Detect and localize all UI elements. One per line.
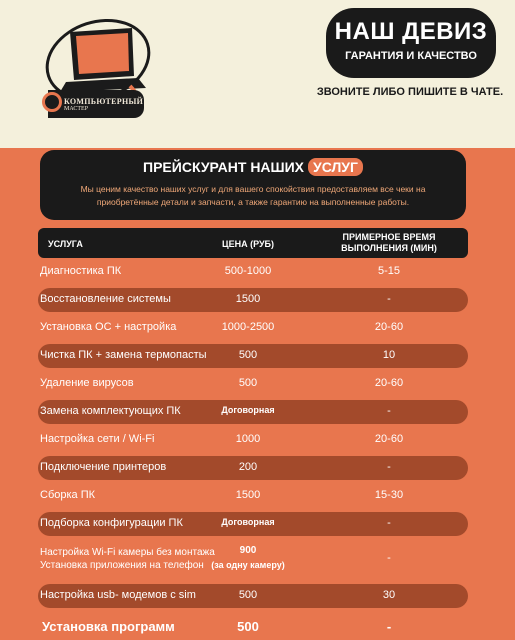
cell-service bbox=[40, 546, 215, 572]
cell-price: Договорная bbox=[221, 517, 275, 527]
header-area bbox=[0, 0, 515, 148]
cell-price: 500 bbox=[238, 589, 258, 601]
camera-service-line2: Установка приложения на телефон bbox=[40, 560, 204, 571]
cell-service: Диагностика ПК bbox=[40, 265, 122, 277]
table-row bbox=[38, 426, 468, 454]
call-to-action-text: ЗВОНИТЕ ЛИБО ПИШИТЕ В ЧАТЕ. bbox=[316, 86, 504, 98]
cell-price: 1500 bbox=[235, 489, 261, 501]
cell-time: - bbox=[387, 552, 391, 564]
cell-time: 20-60 bbox=[374, 433, 404, 445]
cell-price: 500 bbox=[238, 349, 258, 361]
cell-time: - bbox=[387, 461, 391, 473]
cell-service: Установка ОС + настройка bbox=[40, 321, 177, 333]
logo-line1: КОМПЬЮТЕРНЫЙ bbox=[64, 96, 144, 106]
cell-service: Настройка сети / Wi-Fi bbox=[40, 433, 155, 445]
table-row bbox=[38, 510, 468, 538]
motto-subtitle: ГАРАНТИЯ И КАЧЕСТВО bbox=[345, 50, 477, 62]
price-table bbox=[38, 258, 468, 640]
cell-time: 5-15 bbox=[377, 265, 401, 277]
cell-time: 20-60 bbox=[374, 321, 404, 333]
price-list-banner bbox=[40, 150, 466, 220]
banner-title bbox=[143, 158, 363, 176]
magnifier-icon bbox=[42, 92, 62, 112]
table-row bbox=[38, 454, 468, 482]
camera-service-line1: Настройка Wi-Fi камеры без монтажа bbox=[40, 547, 215, 558]
cell-service: Удаление вирусов bbox=[40, 377, 134, 389]
table-row bbox=[38, 398, 468, 426]
table-header bbox=[38, 228, 468, 258]
cell-service: Чистка ПК + замена термопасты bbox=[40, 349, 207, 361]
cell-price: 500 bbox=[237, 619, 259, 634]
table-row bbox=[38, 538, 468, 582]
table-row bbox=[38, 482, 468, 510]
cell-price: Договорная bbox=[221, 405, 275, 415]
cell-price: 1000-2500 bbox=[221, 321, 275, 333]
table-row bbox=[38, 582, 468, 610]
cell-service: Установка программ bbox=[42, 619, 175, 634]
table-row bbox=[38, 258, 468, 286]
table-row bbox=[38, 370, 468, 398]
logo-text bbox=[48, 90, 144, 118]
banner-title-text: ПРЕЙСКУРАНТ НАШИХ bbox=[143, 159, 305, 175]
cell-price: 1000 bbox=[235, 433, 261, 445]
cell-price bbox=[198, 544, 298, 573]
cell-time: - bbox=[386, 619, 392, 634]
cell-time: - bbox=[387, 293, 391, 305]
logo-line2: МАСТЕР bbox=[64, 105, 89, 112]
cell-time: 30 bbox=[382, 589, 396, 601]
cell-price: 1500 bbox=[235, 293, 261, 305]
cell-time: - bbox=[387, 405, 391, 417]
camera-price-note: (за одну камеру) bbox=[211, 560, 285, 570]
cell-time: 10 bbox=[382, 349, 396, 361]
motto-title: НАШ ДЕВИЗ bbox=[334, 18, 488, 45]
banner-title-highlight: УСЛУГ bbox=[308, 158, 363, 176]
cell-time: 15-30 bbox=[374, 489, 404, 501]
cell-price: 500-1000 bbox=[224, 265, 272, 277]
table-row bbox=[38, 610, 468, 640]
table-row bbox=[38, 286, 468, 314]
motto-badge bbox=[326, 8, 496, 78]
header-service: УСЛУГА bbox=[48, 239, 83, 249]
table-row bbox=[38, 314, 468, 342]
cell-service: Настройка usb- модемов с sim bbox=[40, 589, 196, 601]
header-time: ПРИМЕРНОЕ ВРЕМЯ ВЫПОЛНЕНИЯ (МИН) bbox=[341, 232, 437, 253]
table-row bbox=[38, 342, 468, 370]
cell-time: 20-60 bbox=[374, 377, 404, 389]
cell-service: Подборка конфигурации ПК bbox=[40, 517, 183, 529]
cell-service: Замена комплектующих ПК bbox=[40, 405, 181, 417]
banner-subtitle: Мы ценим качество наших услуг и для вашего спокойствия предоставляем все чеки на приобретённые детали и запчасти, а также гарантию на выполненные работы. bbox=[80, 184, 426, 207]
camera-price: 900 bbox=[239, 545, 257, 556]
cell-price: 200 bbox=[238, 461, 258, 473]
cell-service: Восстановление системы bbox=[40, 293, 171, 305]
cell-time: - bbox=[387, 517, 391, 529]
cell-service: Сборка ПК bbox=[40, 489, 96, 501]
header-price: ЦЕНА (РУБ) bbox=[222, 239, 275, 249]
cell-price: 500 bbox=[238, 377, 258, 389]
cell-service: Подключение принтеров bbox=[40, 461, 167, 473]
